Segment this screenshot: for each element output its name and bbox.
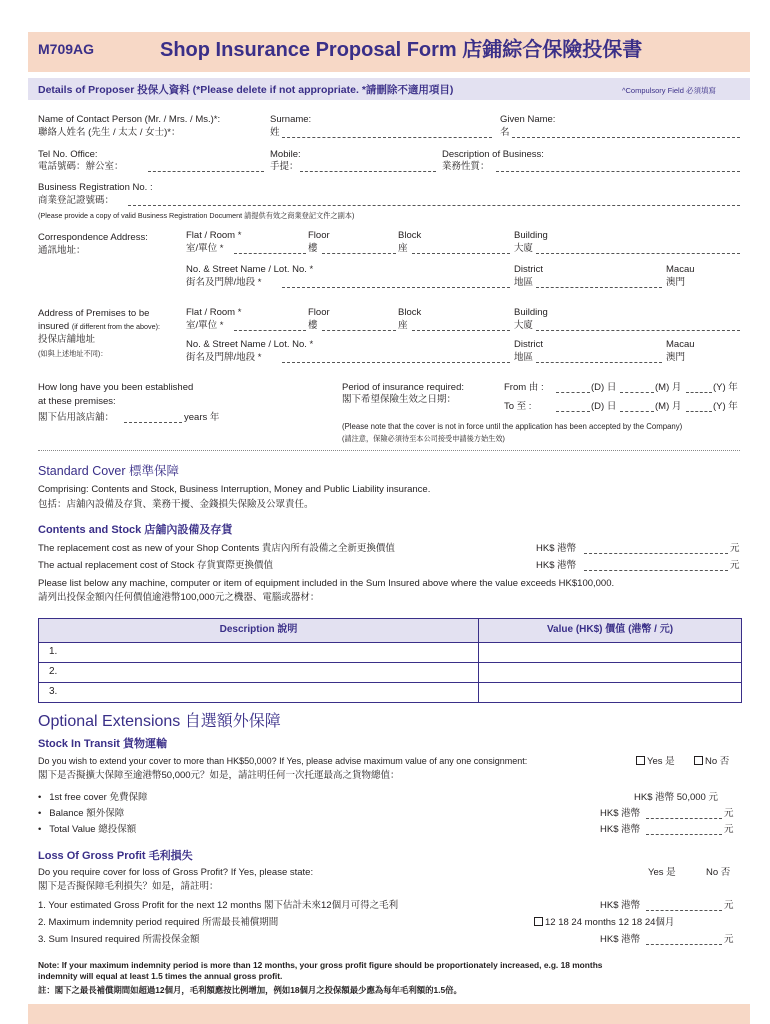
list-instruction-cn: 請列出投保金額內任何價值逾港幣100,000元之機器、電腦或器材：	[38, 592, 320, 603]
equipment-table	[38, 618, 742, 703]
established-label-2: at these premises:	[38, 396, 116, 407]
to-month-label: (M) 月	[655, 401, 682, 412]
business-desc-input[interactable]	[496, 171, 740, 172]
to-label: To 至 :	[504, 401, 532, 412]
mobile-label: Mobile:	[270, 149, 301, 160]
tel-office-label-cn: 電話號碼：辦公室：	[38, 161, 124, 172]
premises-label-cn-note: (如與上述地址不同)：	[38, 349, 108, 358]
corr-macau-label: Macau	[666, 264, 695, 275]
prem-street-label-cn: 街名及門牌/地段 *	[186, 352, 262, 363]
to-year-input[interactable]	[686, 411, 712, 412]
mobile-input[interactable]	[300, 171, 436, 172]
corr-building-label: Building	[514, 230, 548, 241]
note-text-cn: 註：閣下之最長補償期間如超過12個月，毛利額應按比例增加，例如18個月之投保額最少應為每年毛利額的1.5倍。	[38, 985, 462, 995]
from-day-label: (D) 日	[591, 382, 617, 393]
prem-district-label-cn: 地區	[514, 352, 534, 363]
prem-street-input[interactable]	[282, 362, 510, 363]
prem-flat-label: Flat / Room *	[186, 307, 242, 318]
gp-question-cn: 閣下是否擬保障毛利損失？如是，請註明：	[38, 881, 219, 892]
standard-cover-title: Standard Cover 標準保障	[38, 464, 180, 478]
row-desc[interactable]: 3.	[39, 683, 479, 703]
prem-flat-input[interactable]	[234, 330, 306, 331]
gp-sum-yuan: 元	[724, 934, 734, 945]
given-name-label-cn: 名	[500, 127, 510, 138]
form-code: M709AG	[38, 41, 95, 57]
proposer-section-title: Details of Proposer 投保人資料 (*Please delete if not appropriate. *請刪除不適用項目)	[38, 84, 454, 96]
prem-building-label: Building	[514, 307, 548, 318]
transit-title: Stock In Transit 貨物運輸	[38, 738, 167, 750]
surname-label: Surname:	[270, 114, 312, 125]
prem-macau-label: Macau	[666, 339, 695, 350]
br-input[interactable]	[128, 205, 740, 206]
transit-yes-checkbox[interactable]	[636, 756, 645, 765]
row-value[interactable]	[479, 663, 742, 683]
prem-floor-input[interactable]	[322, 330, 396, 331]
gp-estimate-yuan: 元	[724, 900, 734, 911]
list-instruction: Please list below any machine, computer or item of equipment included in the Sum Insured above where the value exceeds HK$100,000.	[38, 578, 615, 589]
prem-floor-label-cn: 樓	[308, 320, 318, 331]
corr-district-input[interactable]	[536, 287, 662, 288]
balance-input[interactable]	[646, 818, 722, 819]
corr-flat-label-cn: 室/單位 *	[186, 243, 224, 254]
corr-flat-label: Flat / Room *	[186, 230, 242, 241]
gp-indemnity-label: 2. Maximum indemnity period required 所需最長補償期間	[38, 917, 279, 928]
balance-yuan: 元	[724, 808, 734, 819]
corr-address-label-cn: 通訊地址：	[38, 245, 86, 256]
to-day-input[interactable]	[556, 411, 590, 412]
years-label: years 年	[184, 412, 220, 423]
cover-note: (Please note that the cover is not in force until the application has been accepted by the Company)	[342, 422, 683, 431]
cover-note-cn: (請注意，保險必須待至本公司接受申請後方始生效)	[342, 434, 505, 443]
option-12-checkbox[interactable]	[534, 917, 543, 926]
from-year-input[interactable]	[686, 392, 712, 393]
surname-label-cn: 姓	[270, 127, 280, 138]
gp-indemnity-options[interactable]: 12 18 24 months 12 18 24個月	[534, 917, 674, 929]
transit-question-cn: 閣下是否擬擴大保障至逾港幣50,000元？如是，請註明任何一次托運最高之貨物總值：	[38, 770, 400, 781]
corr-flat-input[interactable]	[234, 253, 306, 254]
transit-yes-option[interactable]: Yes 是	[636, 756, 675, 768]
corr-block-label-cn: 座	[398, 243, 408, 254]
row-desc[interactable]: 2.	[39, 663, 479, 683]
from-month-label: (M) 月	[655, 382, 682, 393]
total-hkd: HK$ 港幣	[600, 824, 641, 835]
corr-floor-input[interactable]	[322, 253, 396, 254]
premises-label-cn: 投保店舖地址	[38, 334, 96, 345]
balance-hkd: HK$ 港幣	[600, 808, 641, 819]
replacement-cost-input[interactable]	[584, 553, 728, 554]
given-name-input[interactable]	[512, 137, 740, 138]
footer-band	[28, 1004, 750, 1024]
row-desc[interactable]: 1.	[39, 643, 479, 663]
prem-district-label: District	[514, 339, 544, 350]
from-year-label: (Y) 年	[713, 382, 738, 393]
table-row	[39, 663, 742, 683]
premises-label-1: Address of Premises to be	[38, 308, 150, 319]
corr-address-label: Correspondence Address:	[38, 232, 148, 243]
balance-item: • Balance 額外保障	[38, 808, 125, 819]
transit-no-option[interactable]: No 否	[694, 756, 729, 768]
replacement-yuan: 元	[730, 543, 740, 554]
total-input[interactable]	[646, 834, 722, 835]
gp-sum-insured-input[interactable]	[646, 944, 722, 945]
corr-district-label-cn: 地區	[514, 277, 534, 288]
br-note: (Please provide a copy of valid Business Registration Document 請提供有效之商業登記文件之副本)	[38, 211, 355, 220]
gp-estimate-label: 1. Your estimated Gross Profit for the next 12 months 閣下估計未來12個月可得之毛利	[38, 900, 399, 911]
compulsory-note: ^Compulsory Field 必須填寫	[622, 86, 716, 95]
replacement-hkd: HK$ 港幣	[536, 543, 577, 554]
premises-label-2: insured (if different from the above):	[38, 321, 160, 332]
note-text-1: Note: If your maximum indemnity period is more than 12 months, your gross profit figure should be proportionately increased, e.g. 18 months	[38, 960, 603, 970]
prem-district-input[interactable]	[536, 362, 662, 363]
prem-block-label: Block	[398, 307, 422, 318]
optional-extensions-title: Optional Extensions 自選額外保障	[38, 713, 281, 730]
gp-yes-option[interactable]: Yes 是	[648, 867, 676, 878]
comprising-text-cn: 包括：店舖內設備及存貨、業務干擾、金錢損失保險及公眾責任。	[38, 499, 314, 510]
col-value: Value (HK$) 價值 (港幣 / 元)	[479, 619, 742, 643]
br-label: Business Registration No. :	[38, 182, 153, 193]
prem-macau-label-cn: 澳門	[666, 352, 686, 363]
gp-question: Do you require cover for loss of Gross Profit? If Yes, please state:	[38, 867, 314, 878]
to-year-label: (Y) 年	[713, 401, 738, 412]
prem-building-input[interactable]	[536, 330, 740, 331]
table-row	[39, 643, 742, 663]
corr-street-input[interactable]	[282, 287, 510, 288]
established-label-cn: 閣下佔用該店舖：	[38, 412, 115, 423]
from-label: From 由 :	[504, 382, 544, 393]
corr-street-label-cn: 街名及門牌/地段 *	[186, 277, 262, 288]
total-item: • Total Value 總投保額	[38, 824, 137, 835]
col-description: Description 說明	[39, 619, 479, 643]
from-day-input[interactable]	[556, 392, 590, 393]
tel-office-input[interactable]	[148, 171, 264, 172]
section-divider	[38, 450, 740, 451]
actual-cost-input[interactable]	[584, 570, 728, 571]
corr-district-label: District	[514, 264, 544, 275]
free-cover-value: HK$ 港幣 50,000 元	[634, 792, 718, 803]
to-day-label: (D) 日	[591, 401, 617, 412]
actual-yuan: 元	[730, 560, 740, 571]
replacement-cost-label: The replacement cost as new of your Shop Contents 貴店內所有設備之全新更換價值	[38, 543, 395, 554]
corr-floor-label: Floor	[308, 230, 330, 241]
prem-flat-label-cn: 室/單位 *	[186, 320, 224, 331]
gp-estimate-hkd: HK$ 港幣	[600, 900, 641, 911]
corr-block-input[interactable]	[412, 253, 510, 254]
tel-office-label: Tel No. Office:	[38, 149, 98, 160]
prem-block-label-cn: 座	[398, 320, 408, 331]
prem-building-label-cn: 大廈	[514, 320, 534, 331]
br-label-cn: 商業登記證號碼：	[38, 195, 115, 206]
actual-hkd: HK$ 港幣	[536, 560, 577, 571]
business-desc-label: Description of Business:	[442, 149, 544, 160]
contact-name-label-cn: 聯絡人姓名 (先生 / 太太 / 女士)*：	[38, 127, 181, 138]
free-cover-item: • 1st free cover 免費保障	[38, 792, 148, 803]
years-input[interactable]	[124, 422, 182, 423]
transit-question: Do you wish to extend your cover to more than HK$50,000? If Yes, please advise maximum value of any one consignment:	[38, 756, 528, 766]
from-month-input[interactable]	[620, 392, 654, 393]
row-value[interactable]	[479, 683, 742, 703]
gp-estimate-input[interactable]	[646, 910, 722, 911]
period-label-cn: 閣下希望保險生效之日期：	[342, 394, 457, 405]
gp-sum-hkd: HK$ 港幣	[600, 934, 641, 945]
mobile-label-cn: 手提：	[270, 161, 299, 172]
given-name-label: Given Name:	[500, 114, 556, 125]
form-title: Shop Insurance Proposal Form 店鋪綜合保險投保書	[160, 39, 643, 61]
to-month-input[interactable]	[620, 411, 654, 412]
row-value[interactable]	[479, 643, 742, 663]
gross-profit-title: Loss Of Gross Profit 毛利損失	[38, 850, 193, 862]
corr-street-label: No. & Street Name / Lot. No. *	[186, 264, 314, 275]
table-row	[39, 683, 742, 703]
gp-no-option[interactable]: No 否	[706, 867, 731, 878]
gp-sum-insured-label: 3. Sum Insured required 所需投保金額	[38, 934, 200, 945]
established-label-1: How long have you been established	[38, 382, 194, 393]
prem-street-label: No. & Street Name / Lot. No. *	[186, 339, 314, 350]
corr-macau-label-cn: 澳門	[666, 277, 686, 288]
corr-building-input[interactable]	[536, 253, 740, 254]
corr-block-label: Block	[398, 230, 422, 241]
comprising-text: Comprising: Contents and Stock, Business Interruption, Money and Public Liability insurance.	[38, 484, 431, 495]
transit-no-checkbox[interactable]	[694, 756, 703, 765]
period-label: Period of insurance required:	[342, 382, 464, 393]
contact-name-label: Name of Contact Person (Mr. / Mrs. / Ms.)*:	[38, 114, 221, 125]
prem-block-input[interactable]	[412, 330, 510, 331]
corr-floor-label-cn: 樓	[308, 243, 318, 254]
surname-input[interactable]	[282, 137, 492, 138]
business-desc-label-cn: 業務性質：	[442, 161, 490, 172]
note-text-2: indemnity will equal at least 1.5 times the annual gross profit.	[38, 971, 283, 981]
total-yuan: 元	[724, 824, 734, 835]
actual-cost-label: The actual replacement cost of Stock 存貨實際更換價值	[38, 560, 273, 571]
contents-stock-title: Contents and Stock 店舖內設備及存貨	[38, 524, 233, 536]
corr-building-label-cn: 大廈	[514, 243, 534, 254]
prem-floor-label: Floor	[308, 307, 330, 318]
